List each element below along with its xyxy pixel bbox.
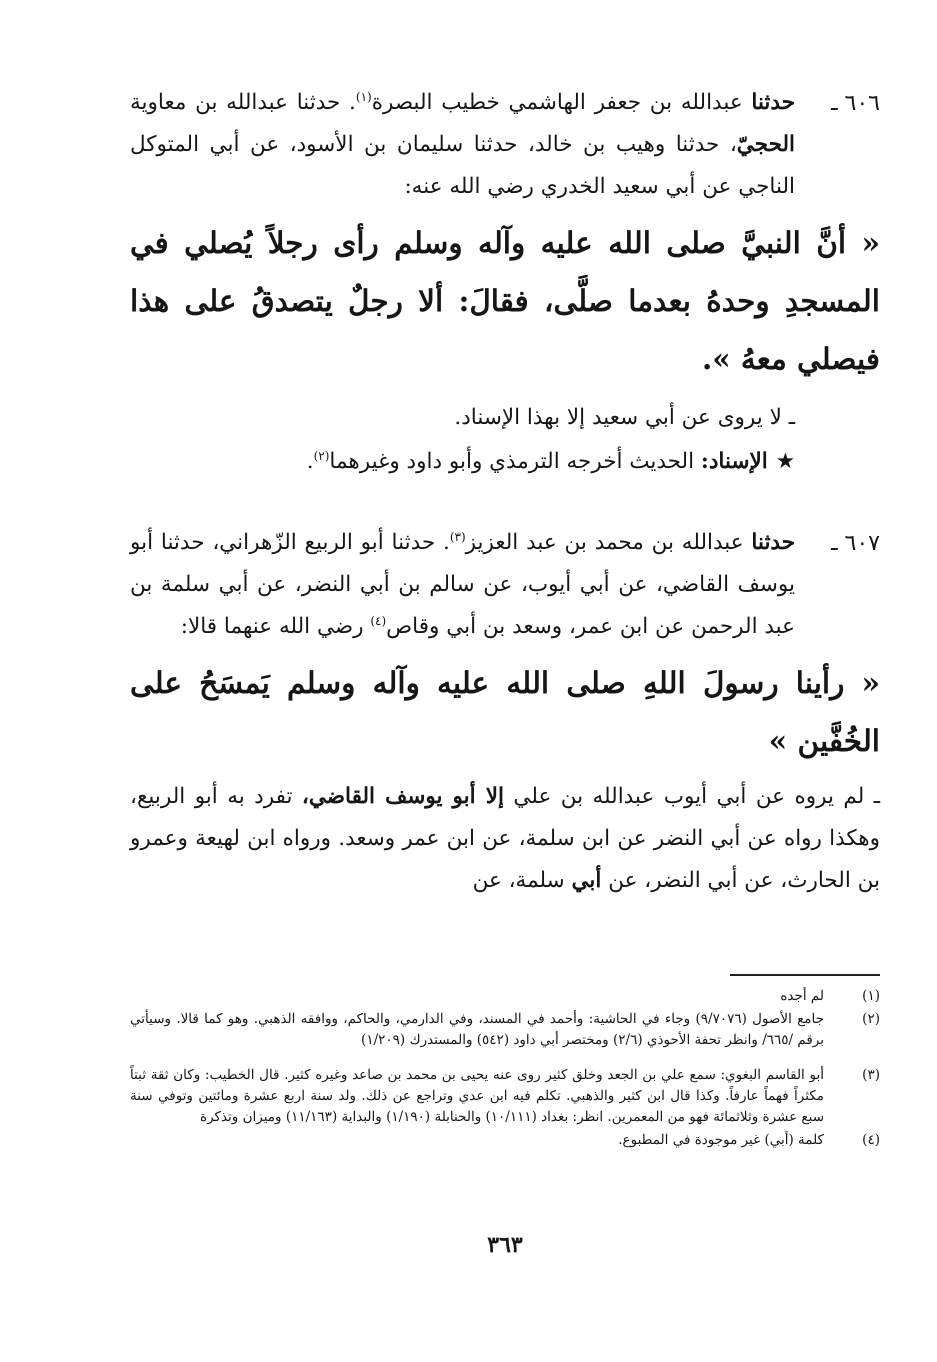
note-text: سلمة، عن: [472, 868, 572, 893]
note-text: تفرد به أبو الربيع، وهكذا رواه عن أبي النضر عن ابن سلمة، عن ابن عمر وسعد. ورواه ابن لهيعة وعمرو بن الحارث، عن أبي النضر، عن: [130, 784, 880, 893]
note-bold: إلا أبو يوسف القاضي،: [301, 784, 504, 809]
narration-note: ـ لا يروى عن أبي سعيد إلا بهذا الإسناد.: [454, 405, 795, 430]
chain-lead: حدثنا: [751, 90, 795, 115]
footnote-item: [130, 986, 880, 1007]
footnote-number: (٤): [862, 1132, 880, 1148]
isnad-grading: [130, 440, 795, 484]
hadith-text: « أنَّ النبيَّ صلى الله عليه وآله وسلم رأى رجلاً يُصلي في المسجدِ وحدهُ بعدما صلَّى، فقالَ: ألا رجلٌ يتصدقُ على هذا فيصلي معهُ ».: [130, 225, 880, 376]
footnote-ref[interactable]: (١): [355, 89, 372, 104]
footnote-item: [130, 1130, 880, 1151]
narration-note: [130, 776, 880, 902]
chain-text: عبدالله بن محمد بن عبد العزيز: [465, 530, 752, 555]
footnote-ref[interactable]: (٣): [449, 529, 466, 544]
footnote-text: جامع الأصول (٩/٧٠٧٦) وجاء في الحاشية: وأحمد في المسند، وفي الدارمي، والحاكم، ووافقه الذهبي. وهو كما قالا. وسيأتي برقم /٦٦٥/ وانظر تحفة الأحوذي (٢/٦) ومختصر أبي داود (٥٤٢) والمستدرك (١/٢٠٩): [130, 1011, 824, 1048]
footnote-item: [130, 1065, 880, 1128]
chain-text: عبدالله بن جعفر الهاشمي خطيب البصرة: [371, 90, 752, 115]
chain-text: ، حدثنا وهيب بن خالد، حدثنا سليمان بن الأسود، عن أبي المتوكل الناجي عن أبي سعيد الخدري رضي الله عنه:: [130, 132, 795, 199]
footnote-item: [130, 1009, 880, 1051]
isnad-label: الإسناد:: [700, 449, 768, 474]
chain-lead: حدثنا: [751, 530, 796, 555]
note-bold: أبي: [571, 868, 602, 893]
isnad-end: .: [306, 449, 314, 474]
page-number: ٣٦٣: [487, 1232, 523, 1258]
chain-text: رضي الله عنهما قالا:: [180, 614, 371, 639]
book-page: [130, 82, 880, 1302]
note-text: ـ لم يروه عن أبي أيوب عبدالله بن علي: [503, 784, 881, 809]
footnote-text: كلمة (أبي) غير موجودة في المطبوع.: [618, 1132, 824, 1148]
hadith-number: ٦٠٧ ـ: [831, 531, 880, 556]
footnote-text: أبو القاسم البغوي: سمع علي بن الجعد وخلق كثير روى عنه يحيى بن محمد بن صاعد وغيره كثير. قال الخطيب: وكان ثقة ثبتاً مكثراً فهماً عارفاً. وكذا قال ابن كثير والذهبي. تكلم فيه ابن عدي وتراجع عن ذلك. ولد سنة اربع عشرة ومائتين وتوفي سنة سبع عشرة وثلاثمائة فهو من المعمرين. انظر: بغداد (١٠/١١١) والحنابلة (١/١٩٠) والبداية (١١/١٦٣) وميزان وتذكرة: [130, 1067, 824, 1125]
chain-text: . حدثنا أبو الربيع الزّهراني، حدثنا أبو يوسف القاضي، عن أبي أيوب، عن سالم بن أبي النضر، عن أبي سلمة بن عبد الرحمن عن ابن عمر، وسعد بن أبي وقاص: [130, 530, 795, 639]
footnote-ref[interactable]: (٢): [313, 448, 330, 463]
footnote-number: (٢): [862, 1011, 880, 1027]
isnad-text: الحديث أخرجه الترمذي وأبو داود وغيرهما: [329, 449, 701, 474]
hadith-entry-606: [130, 82, 880, 484]
hadith-entry-607: [130, 522, 880, 902]
footnotes: [130, 986, 880, 1153]
chain-bold: الحجيّ: [736, 132, 795, 157]
footnote-number: (٣): [862, 1067, 880, 1083]
footnote-number: (١): [862, 988, 880, 1004]
hadith-text: « رأينا رسولَ اللهِ صلى الله عليه وآله وسلم يَمسَحُ على الخُفَّين »: [130, 665, 880, 758]
star-icon: ★: [775, 449, 795, 474]
isnad-chain: [130, 82, 795, 208]
footnote-ref[interactable]: (٤): [370, 613, 387, 628]
chain-text: . حدثنا عبدالله بن معاوية: [130, 90, 356, 115]
footnote-divider: [730, 974, 880, 976]
footnote-text: لم أجده: [780, 988, 824, 1004]
isnad-chain: [130, 522, 795, 648]
hadith-number: ٦٠٦ ـ: [831, 91, 880, 116]
